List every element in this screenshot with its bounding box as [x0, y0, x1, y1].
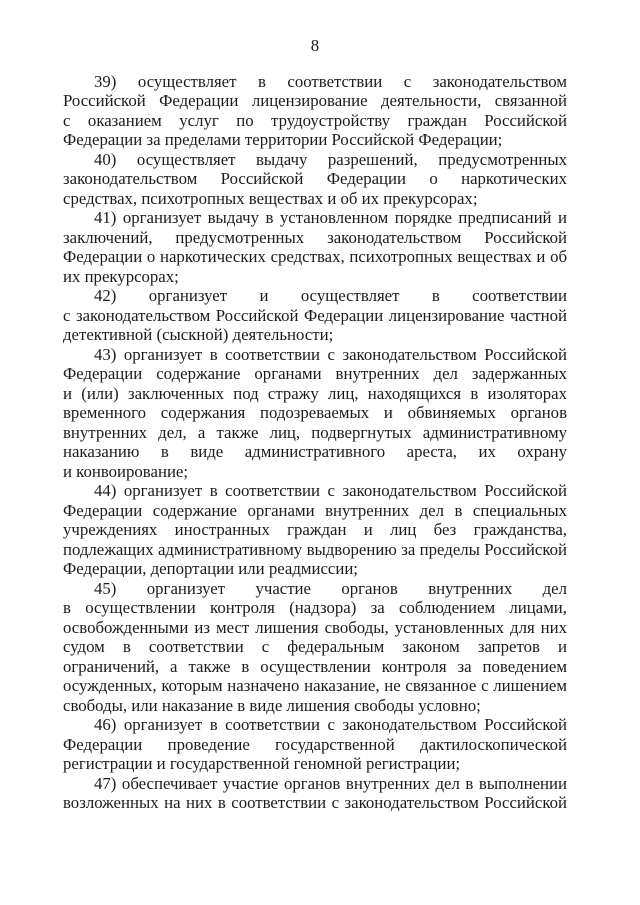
- text-line: 46) организует в соответствии с законодательством Российской: [94, 715, 567, 734]
- text-line: ограничений, а также в осуществлении контроля за поведением: [63, 656, 567, 676]
- text-line: временного содержания подозреваемых и обвиняемых органов: [63, 403, 567, 422]
- text-line: возложенных на них в соответствии с законодательством Российской: [63, 793, 567, 812]
- text-line: законодательством Российской Федерации о наркотических: [63, 169, 567, 188]
- text-line: 45) организует участие органов внутренних дел: [94, 578, 567, 598]
- text-line: судом в соответствии с федеральным законом запретов и: [63, 637, 567, 656]
- text-line: в осуществлении контроля (надзора) за соблюдением лицами,: [63, 598, 567, 617]
- text-line: 43) организует в соответствии с законодательством Российской: [94, 344, 567, 364]
- text-line: и конвоирование;: [63, 461, 189, 481]
- text-line: Федерации проведение государственной дактилоскопической: [63, 734, 567, 754]
- paragraph-40: [63, 150, 567, 209]
- text-line: подлежащих административному выдворению за пределы Российской: [63, 539, 567, 559]
- text-line: наказанию в виде административного ареста, их охрану: [63, 442, 567, 461]
- text-line: осужденных, которым назначено наказание, не связанное с лишением: [63, 676, 567, 695]
- paragraph-39: [63, 72, 567, 150]
- text-line: 47) обеспечивает участие органов внутренних дел в выполнении: [94, 773, 567, 793]
- paragraph-45: [63, 579, 567, 716]
- text-line: Федерации, депортации или реадмиссии;: [63, 559, 358, 578]
- text-line: 39) осуществляет в соответствии с законодательством: [94, 71, 567, 91]
- text-line: свободы, или наказание в виде лишения свободы условно;: [63, 695, 481, 715]
- text-line: Российской Федерации лицензирование деятельности, связанной: [63, 91, 567, 110]
- paragraph-47: [63, 774, 567, 813]
- paragraph-41: [63, 208, 567, 286]
- text-line: 40) осуществляет выдачу разрешений, предусмотренных: [94, 149, 567, 169]
- paragraph-46: [63, 715, 567, 774]
- text-line: Федерации содержание органами внутренних дел в специальных: [63, 500, 567, 520]
- text-line: учреждениях иностранных граждан и лиц без гражданства,: [63, 520, 567, 539]
- text-line: регистрации и государственной геномной регистрации;: [63, 754, 461, 773]
- text-line: с законодательством Российской Федерации лицензирование частной: [63, 305, 567, 325]
- page-number: 8: [310, 36, 320, 55]
- text-line: средствах, психотропных веществах и об их прекурсорах;: [63, 188, 478, 208]
- text-line: Федерации содержание органами внутренних дел задержанных: [63, 364, 567, 383]
- text-line: Федерации о наркотических средствах, психотропных веществах и об: [63, 247, 567, 266]
- text-line: заключений, предусмотренных законодательством Российской: [63, 227, 567, 247]
- text-line: их прекурсорах;: [63, 266, 179, 286]
- text-line: внутренних дел, а также лиц, подвергнутых административному: [63, 422, 567, 442]
- text-line: 41) организует выдачу в установленном порядке предписаний и: [94, 208, 567, 227]
- paragraph-44: [63, 481, 567, 579]
- text-line: освобожденными из мест лишения свободы, установленных для них: [63, 617, 567, 637]
- text-line: и (или) заключенных под стражу лиц, находящихся в изоляторах: [63, 383, 567, 403]
- paragraph-43: [63, 345, 567, 482]
- text-line: Федерации за пределами территории Российской Федерации;: [63, 130, 503, 149]
- text-line: детективной (сыскной) деятельности;: [63, 325, 334, 344]
- text-line: 42) организует и осуществляет в соответствии: [94, 286, 567, 305]
- paragraph-42: [63, 286, 567, 345]
- text-line: 44) организует в соответствии с законодательством Российской: [94, 481, 567, 500]
- text-line: с оказанием услуг по трудоустройству граждан Российской: [63, 110, 567, 130]
- body-text: [63, 72, 567, 813]
